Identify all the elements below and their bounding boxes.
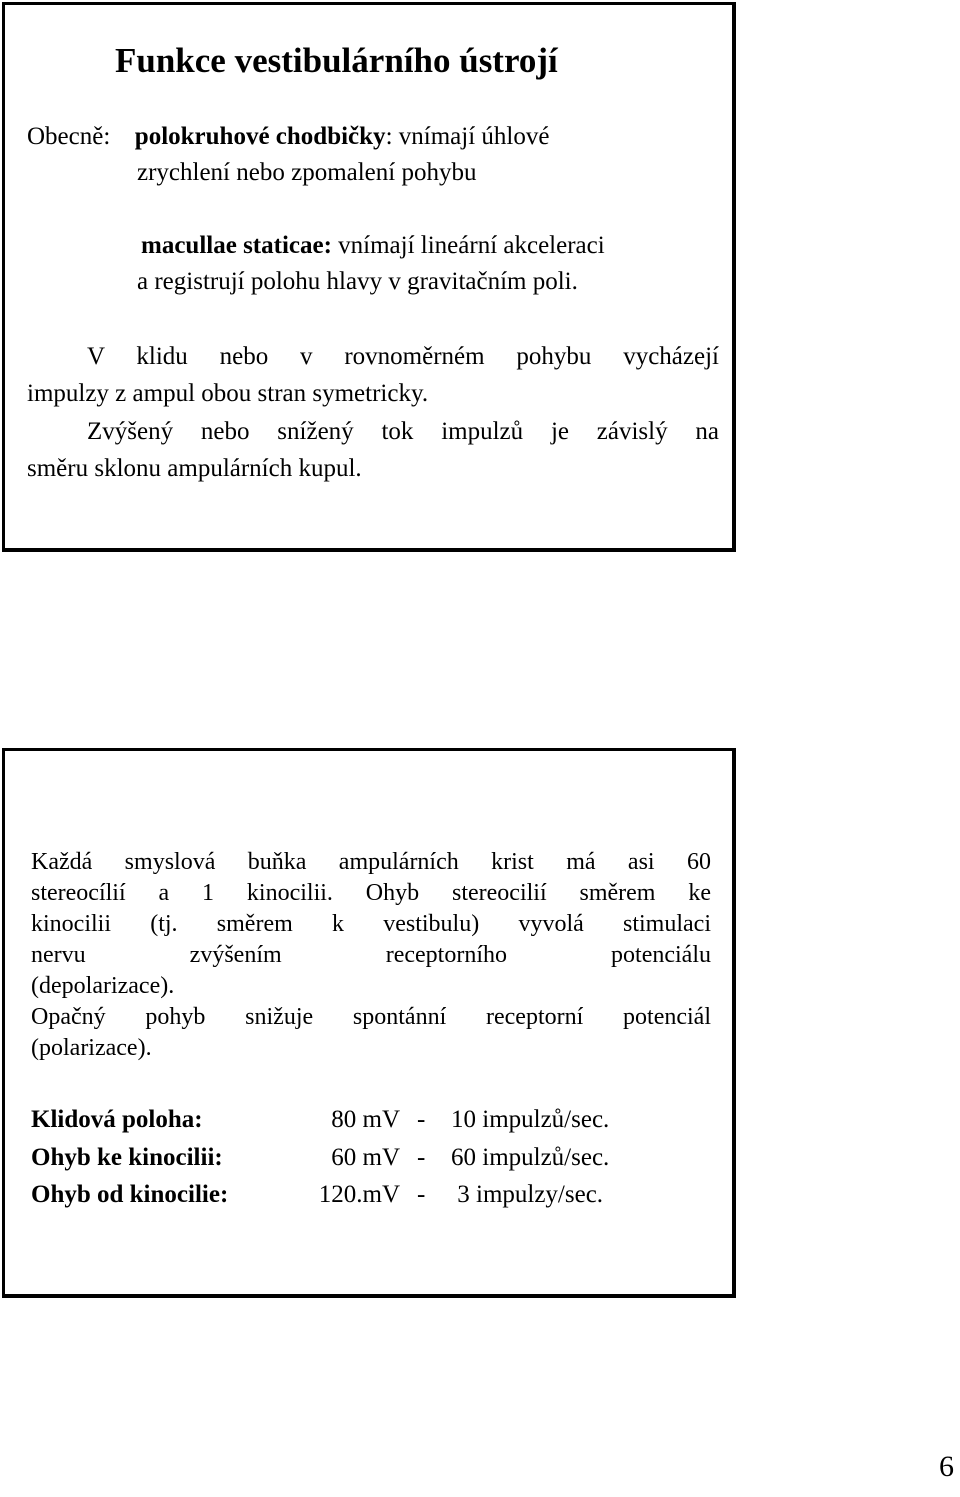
paragraph-line-6: Opačný pohyb snižuje spontánní receptorní potenciál: [31, 1004, 711, 1030]
rest-line-4: směru sklonu ampulárních kupul.: [27, 455, 362, 482]
row-mv: 80 mV: [331, 1106, 400, 1133]
row-rate: 60 impulzů/sec.: [451, 1144, 610, 1171]
canals-term: polokruhové chodbičky: [134, 123, 386, 150]
paragraph-line-5: (depolarizace).: [31, 973, 175, 999]
paragraph-line-1: Každá smyslová buňka ampulárních krist má asi 60: [31, 849, 711, 875]
row-label: Klidová poloha:: [31, 1106, 203, 1133]
maculae-desc-2: a registrují polohu hlavy v gravitačním poli.: [137, 268, 578, 295]
row-label: Ohyb ke kinocilii:: [31, 1144, 223, 1171]
page-number: 6: [939, 1450, 954, 1483]
row-dash: -: [417, 1144, 426, 1171]
paragraph-line-3: kinocilii (tj. směrem k vestibulu) vyvolá stimulaci: [31, 911, 711, 937]
slide-1: [2, 2, 736, 552]
slide-2: [2, 748, 736, 1298]
maculae-term: macullae staticae:: [141, 232, 332, 259]
paragraph-line-2: stereocílií a 1 kinocilii. Ohyb stereocilií směrem ke: [31, 880, 711, 906]
row-dash: -: [417, 1106, 426, 1133]
maculae-line-1: [141, 228, 605, 264]
canals-line-1: [27, 119, 549, 155]
rest-line-1: V klidu nebo v rovnoměrném pohybu vycházejí: [87, 343, 719, 370]
row-rate: 10 impulzů/sec.: [451, 1106, 610, 1133]
maculae-desc-1: vnímají lineární akceleraci: [331, 232, 605, 259]
paragraph-line-4: nervu zvýšením receptorního potenciálu: [31, 942, 711, 968]
slide-title: Funkce vestibulárního ústrojí: [115, 41, 558, 80]
row-dash: -: [417, 1181, 426, 1208]
canals-desc-1: : vnímají úhlové: [385, 123, 550, 150]
kinocilium-paragraph: [31, 847, 711, 1064]
rest-line-2: impulzy z ampul obou stran symetricky.: [27, 380, 429, 407]
canals-desc-2: zrychlení nebo zpomalení pohybu: [137, 159, 477, 186]
row-mv: 60 mV: [331, 1144, 400, 1171]
rest-line-3: Zvýšený nebo snížený tok impulzů je závislý na: [87, 418, 719, 445]
intro-label: Obecně:: [27, 123, 111, 150]
row-label: Ohyb od kinocilie:: [31, 1181, 229, 1208]
row-mv: 120.mV: [318, 1181, 400, 1208]
row-rate: 3 impulzy/sec.: [451, 1181, 604, 1208]
paragraph-line-7: (polarizace).: [31, 1035, 152, 1061]
